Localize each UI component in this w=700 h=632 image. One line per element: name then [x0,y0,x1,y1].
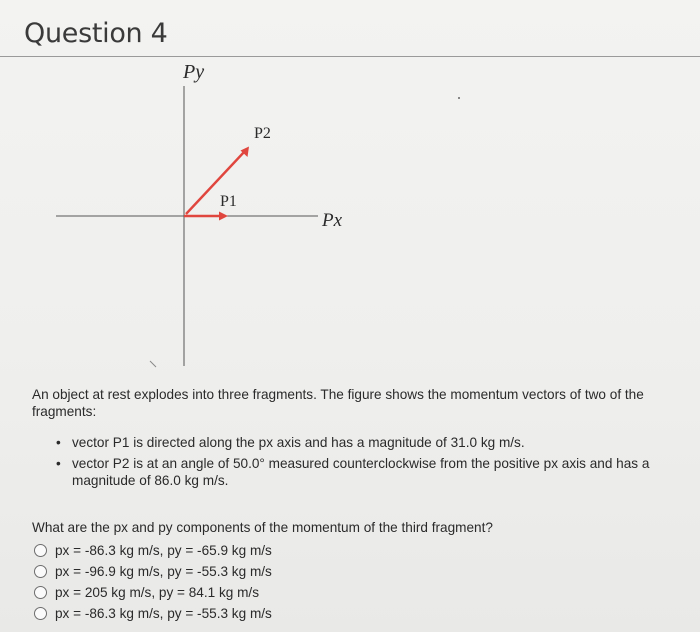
answer-option[interactable] [34,561,272,582]
radio-button[interactable] [34,544,47,557]
question-prompt: What are the px and py components of the momentum of the third fragment? [32,520,493,535]
p2-vector [186,147,249,215]
option-label[interactable]: px = -86.3 kg m/s, py = -55.3 kg m/s [55,606,272,621]
p1-label: P1 [220,193,237,210]
radio-button[interactable] [34,607,47,620]
p1-vector [184,212,228,221]
intro-text: An object at rest explodes into three fragments. The figure shows the momentum vectors of two of the fragments: [32,387,644,419]
answer-options [34,540,272,624]
radio-button[interactable] [34,565,47,578]
p2-label: P2 [254,125,271,142]
bullet-p2: • vector P2 is at an angle of 50.0° measured counterclockwise from the positive px axis and has a magnitude of 86.0 kg m/s. [56,455,691,489]
speck-mark [458,97,460,99]
answer-option[interactable] [34,582,272,603]
question-title: Question 4 [24,18,168,49]
option-label[interactable]: px = -86.3 kg m/s, py = -65.9 kg m/s [55,543,272,558]
radio-button[interactable] [34,586,47,599]
px-axis-label: Px [322,210,343,231]
tick-mark [150,361,156,367]
given-vectors-list [56,434,691,493]
py-axis-label: Py [183,61,205,83]
option-label[interactable]: px = -96.9 kg m/s, py = -55.3 kg m/s [55,564,272,579]
bullet-p1: • vector P1 is directed along the px axis and has a magnitude of 31.0 kg m/s. [56,434,691,451]
answer-option[interactable] [34,540,272,561]
option-label[interactable]: px = 205 kg m/s, py = 84.1 kg m/s [55,585,260,600]
answer-option[interactable] [34,603,272,624]
